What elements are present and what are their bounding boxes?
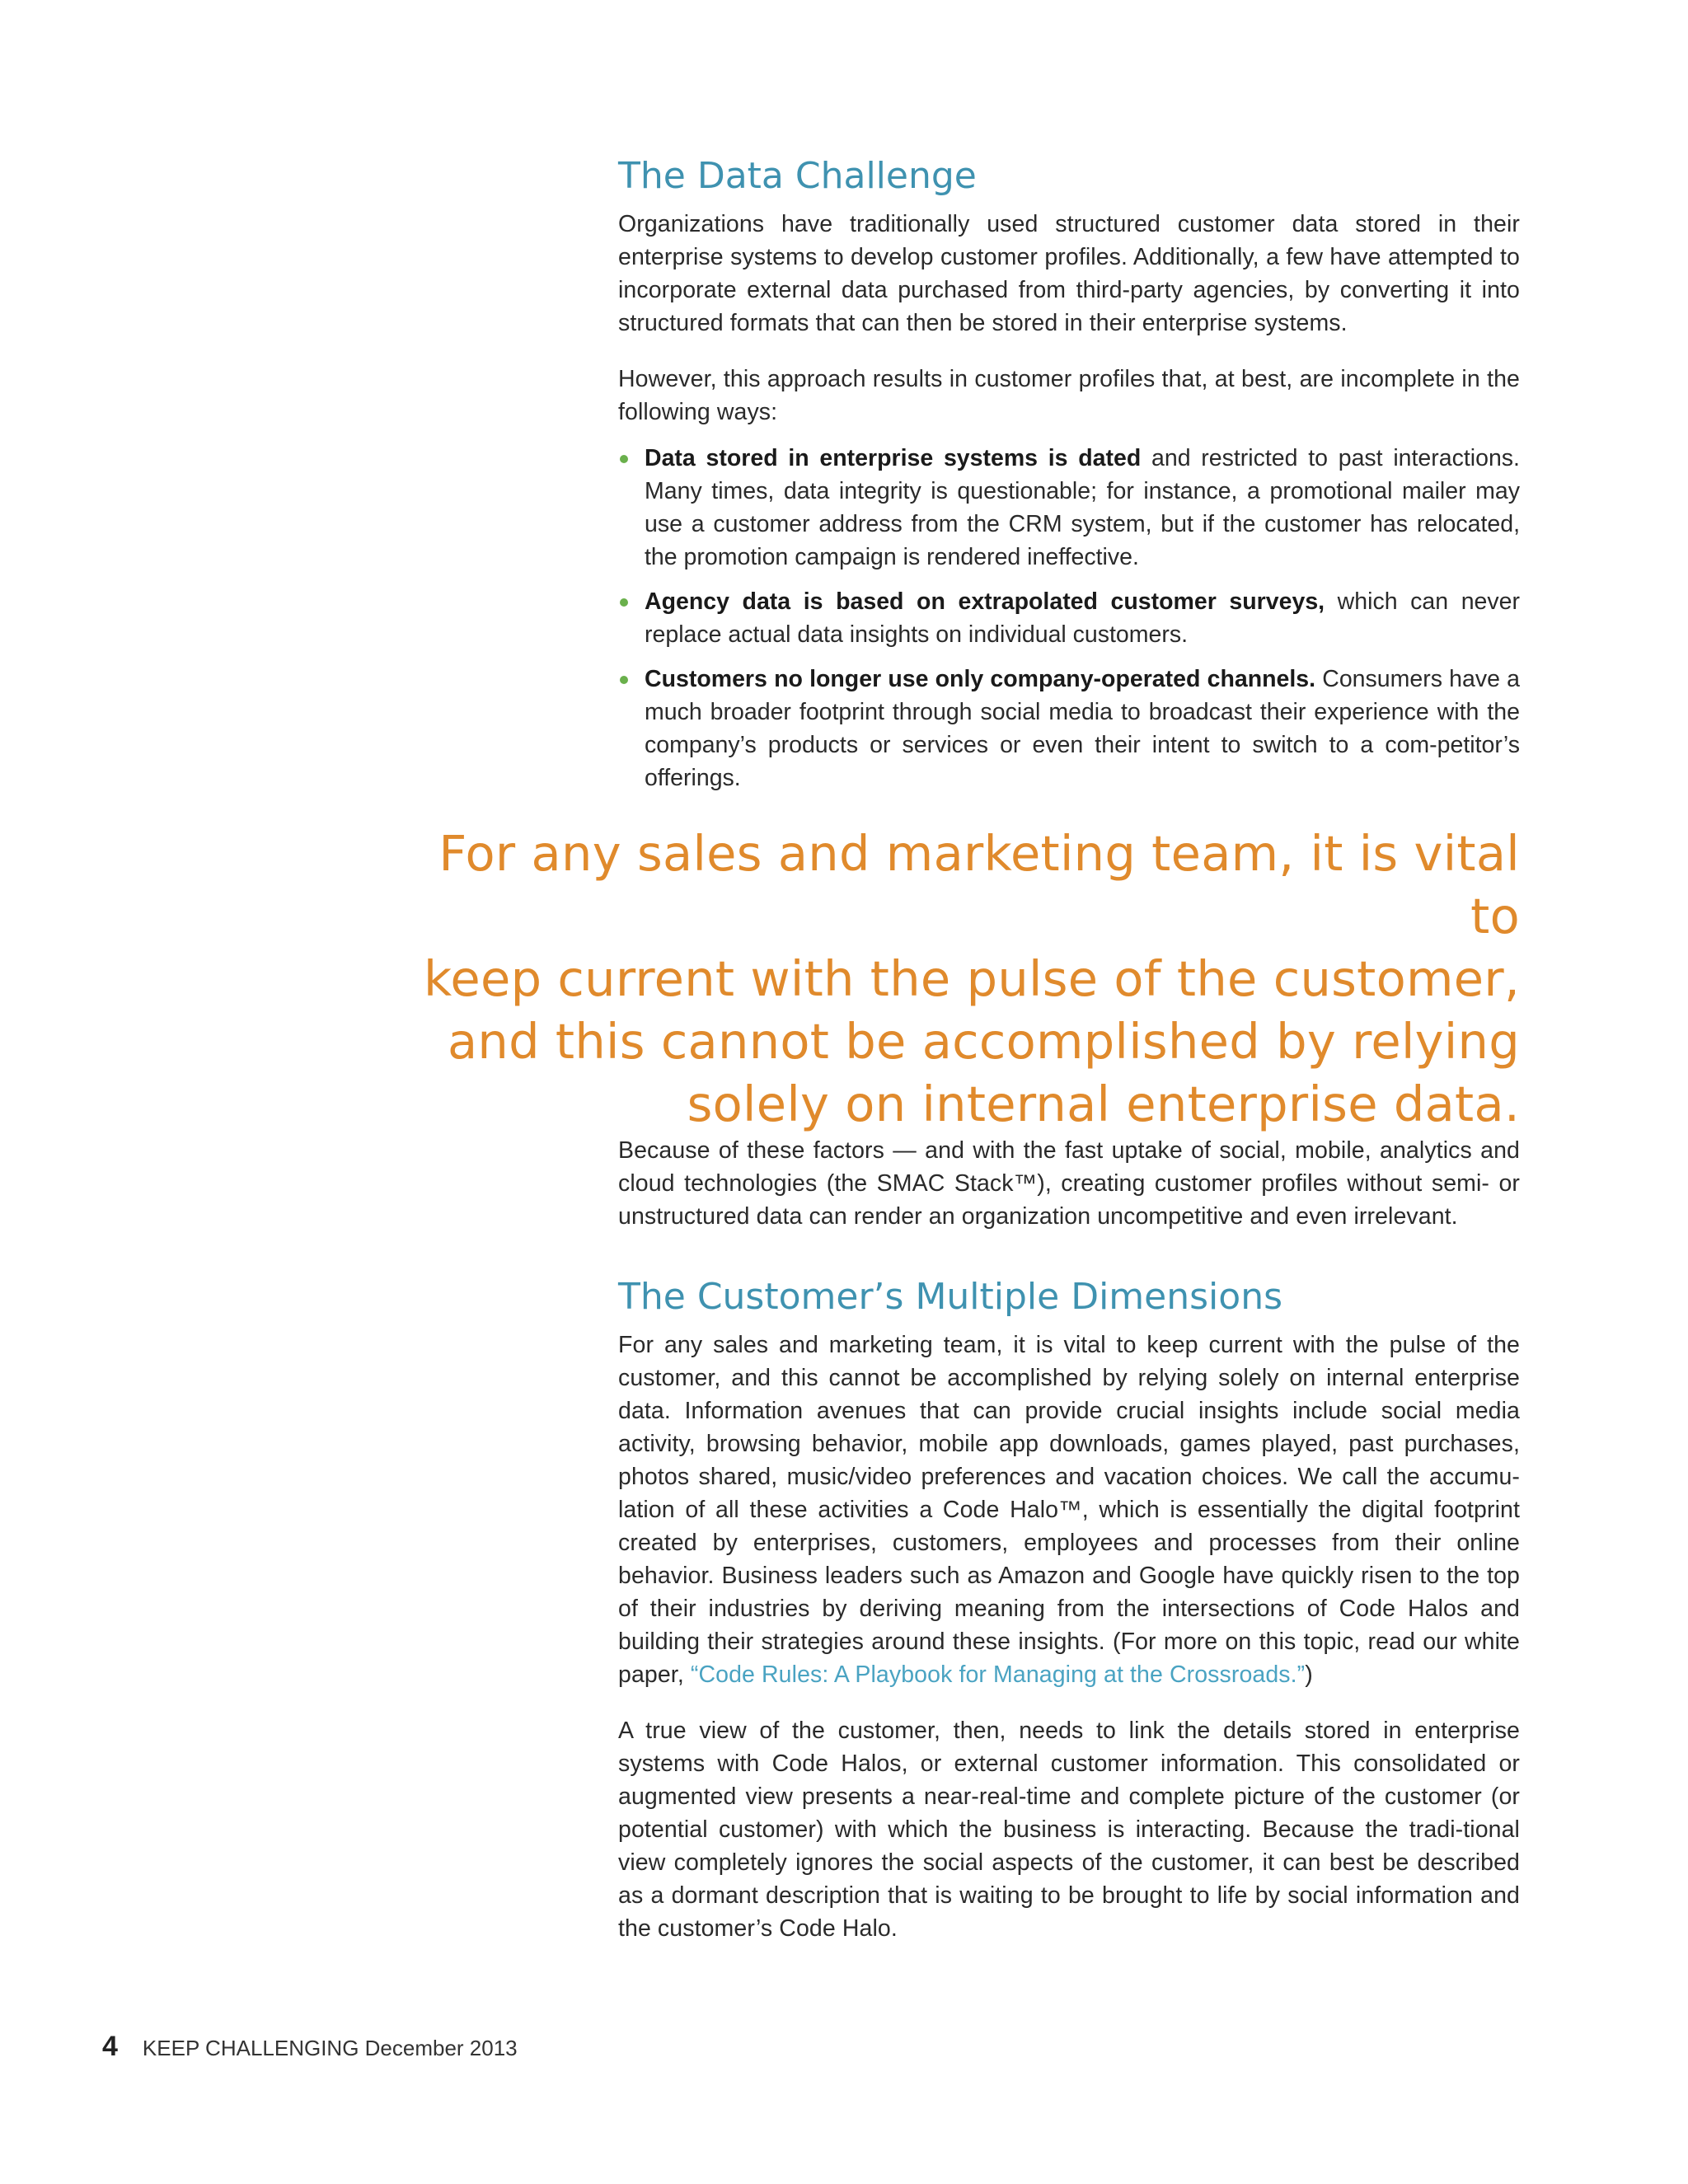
paragraph-true-view: A true view of the customer, then, needs to link the details stored in enterprise systems with Code Halos, or external customer information. This consolidated or augmented view presents a near-real-time and complete picture of the customer (or potential customer) with which the business is interacting. Because the tradi-tional view completely ignores the social aspects of the customer, it can best be described as a dormant description that is waiting to be brought to life by social information and the customer’s Code Halo.	[618, 1718, 1520, 1942]
page-footer	[102, 2032, 518, 2062]
paragraph-code-halo-close: )	[1305, 1661, 1313, 1688]
list-item-text: Consumers have a much broader footprint through social media to broadcast their experience with the company’s products or services or even their intent to switch to a com-petitor’s offerings.	[645, 666, 1521, 791]
pull-quote-line: and this cannot be accomplished by relying	[447, 1013, 1520, 1070]
pull-quote-line: solely on internal enterprise data.	[687, 1076, 1520, 1132]
smac-section	[618, 1134, 1520, 1233]
section-heading-multiple-dimensions: The Customer’s Multiple Dimensions	[618, 1276, 1283, 1318]
paragraph-structured-data: Organizations have traditionally used structured customer data stored in their enterprise systems to develop customer profiles. Additionally, a few have attempted to incorporate external data purchased from third-party agencies, by converting it into structured formats that can then be stored in their enterprise systems.	[618, 211, 1520, 336]
bullet-icon	[620, 676, 628, 684]
list-item	[618, 585, 1520, 651]
list-item-text: and restricted to past interactions. Many times, data integrity is questionable; for instance, a promotional mailer may use a customer address from the CRM system, but if the customer has relocated, the promotion campaign is rendered ineffective.	[645, 445, 1520, 570]
pull-quote-line: For any sales and marketing team, it is vital to	[438, 825, 1520, 944]
section-heading-data-challenge: The Data Challenge	[618, 155, 977, 197]
pull-quote-line: keep current with the pulse of the customer,	[424, 950, 1520, 1007]
page-number: 4	[102, 2031, 118, 2062]
paragraph-code-halo	[618, 1329, 1520, 1691]
pull-quote	[396, 823, 1520, 1136]
list-item	[618, 442, 1520, 574]
list-item-bold: Customers no longer use only company-operated channels.	[645, 666, 1316, 692]
data-challenge-section	[618, 153, 1520, 806]
list-item	[618, 663, 1520, 794]
multiple-dimensions-section	[618, 1274, 1520, 1945]
list-item-text: which can never replace actual data insights on individual customers.	[645, 588, 1520, 648]
bullet-icon	[620, 598, 628, 607]
list-item-bold: Data stored in enterprise systems is dated	[645, 445, 1142, 471]
paragraph-incomplete-profiles: However, this approach results in customer profiles that, at best, are incomplete in the following ways:	[618, 366, 1520, 425]
incomplete-ways-list	[618, 442, 1520, 794]
paragraph-smac-stack: Because of these factors — and with the fast uptake of social, mobile, analytics and cloud technologies (the SMAC Stack™), creating customer profiles without semi- or unstructured data can render an organization uncompetitive and even irrelevant.	[618, 1137, 1520, 1230]
bullet-icon	[620, 455, 628, 463]
paragraph-code-halo-text: For any sales and marketing team, it is vital to keep current with the pulse of the customer, and this cannot be accomplished by relying solely on internal enterprise data. Information avenues that can provide crucial insights include social media activity, browsing behavior, mobile app downloads, games played, past purchases, photos shared, music/video preferences and vacation choices. We call the accumu-lation of all these activities a Code Halo™, which is essentially the digital footprint created by enterprises, customers, employees and processes from their online behavior. Business leaders such as Amazon and Google have quickly risen to the top of their industries by deriving meaning from the intersections of Code Halos and building their strategies around these insights. (For more on this topic, read our white paper,	[618, 1332, 1520, 1688]
list-item-bold: Agency data is based on extrapolated customer surveys,	[645, 588, 1325, 615]
white-paper-link[interactable]: “Code Rules: A Playbook for Managing at the Crossroads.”	[690, 1661, 1306, 1688]
publication-title: KEEP CHALLENGING December 2013	[142, 2036, 518, 2060]
